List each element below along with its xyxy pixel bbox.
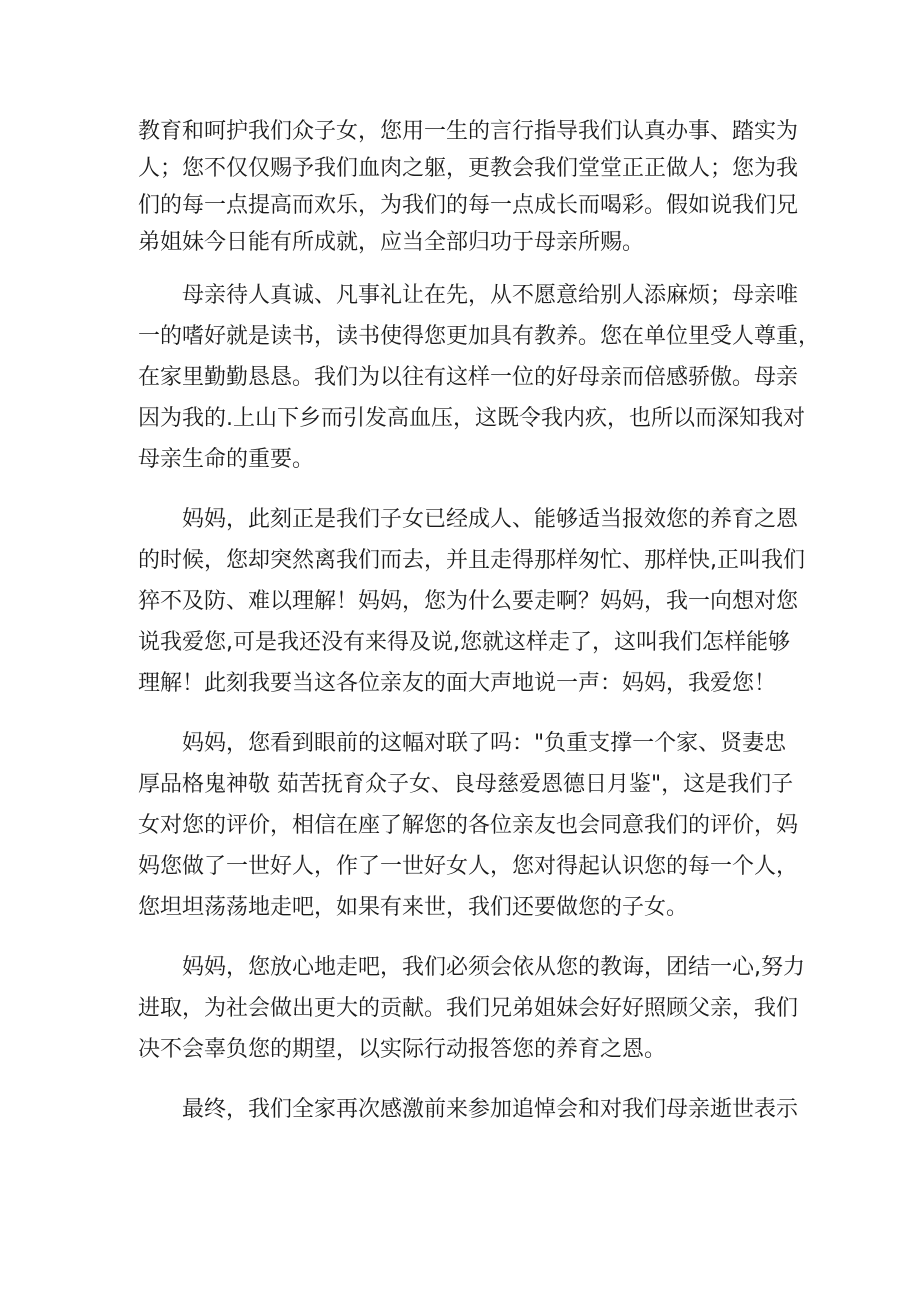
text-line: 弟姐妹今日能有所成就，应当全部归功于母亲所赐。	[138, 230, 645, 255]
text-line: 教育和呵护我们众子女，您用一生的言行指导我们认真办事、踏实为	[138, 119, 799, 144]
text-line: 最终，我们全家再次感激前来参加追悼会和对我们母亲逝世表示	[182, 1097, 799, 1122]
text-line: 人；您不仅仅赐予我们血肉之躯，更教会我们堂堂正正做人；您为我	[138, 156, 799, 181]
text-line: 理解！此刻我要当这各位亲友的面大声地说一声：妈妈，我爱您！	[138, 671, 777, 696]
text-line: 母亲待人真诚、凡事礼让在先，从不愿意给别人添麻烦；母亲唯	[182, 283, 799, 308]
text-line: 进取，为社会做出更大的贡献。我们兄弟姐妹会好好照顾父亲，我们	[138, 996, 799, 1021]
text-line: 妈妈，您看到眼前的这幅对联了吗："负重支撑一个家、贤妻忠	[182, 731, 787, 756]
text-line: 因为我的.上山下乡而引发高血压，这既令我内疚，也所以而深知我对	[138, 406, 805, 431]
text-line: 在家里勤勤恳恳。我们为以往有这样一位的好母亲而倍感骄傲。母亲	[138, 365, 799, 390]
text-line: 您坦坦荡荡地走吧，如果有来世，我们还要做您的子女。	[138, 895, 689, 920]
text-line: 猝不及防、难以理解！妈妈，您为什么要走啊？妈妈，我一向想对您	[138, 589, 799, 614]
text-line: 妈妈，此刻正是我们子女已经成人、能够适当报效您的养育之恩	[182, 507, 799, 532]
text-line: 们的每一点提高而欢乐，为我们的每一点成长而喝彩。假如说我们兄	[138, 193, 799, 218]
text-line: 母亲生命的重要。	[138, 447, 315, 472]
text-line: 妈妈，您放心地走吧，我们必须会依从您的教诲，团结一心,努力	[182, 955, 805, 980]
text-line: 女对您的评价，相信在座了解您的各位亲友也会同意我们的评价，妈	[138, 813, 799, 838]
text-line: 厚品格鬼神敬 茹苦抚育众子女、良母慈爱恩德日月鉴"，这是我们子	[138, 772, 794, 797]
text-line: 说我爱您,可是我还没有来得及说,您就这样走了，这叫我们怎样能够	[138, 630, 790, 655]
text-line: 妈您做了一世好人，作了一世好女人，您对得起认识您的每一个人，	[138, 854, 799, 879]
text-line: 的时候，您却突然离我们而去，并且走得那样匆忙、那样快,正叫我们	[138, 548, 805, 573]
text-line: 决不会辜负您的期望，以实际行动报答您的养育之恩。	[138, 1037, 667, 1062]
text-line: 一的嗜好就是读书，读书使得您更加具有教养。您在单位里受人尊重，	[138, 324, 821, 349]
